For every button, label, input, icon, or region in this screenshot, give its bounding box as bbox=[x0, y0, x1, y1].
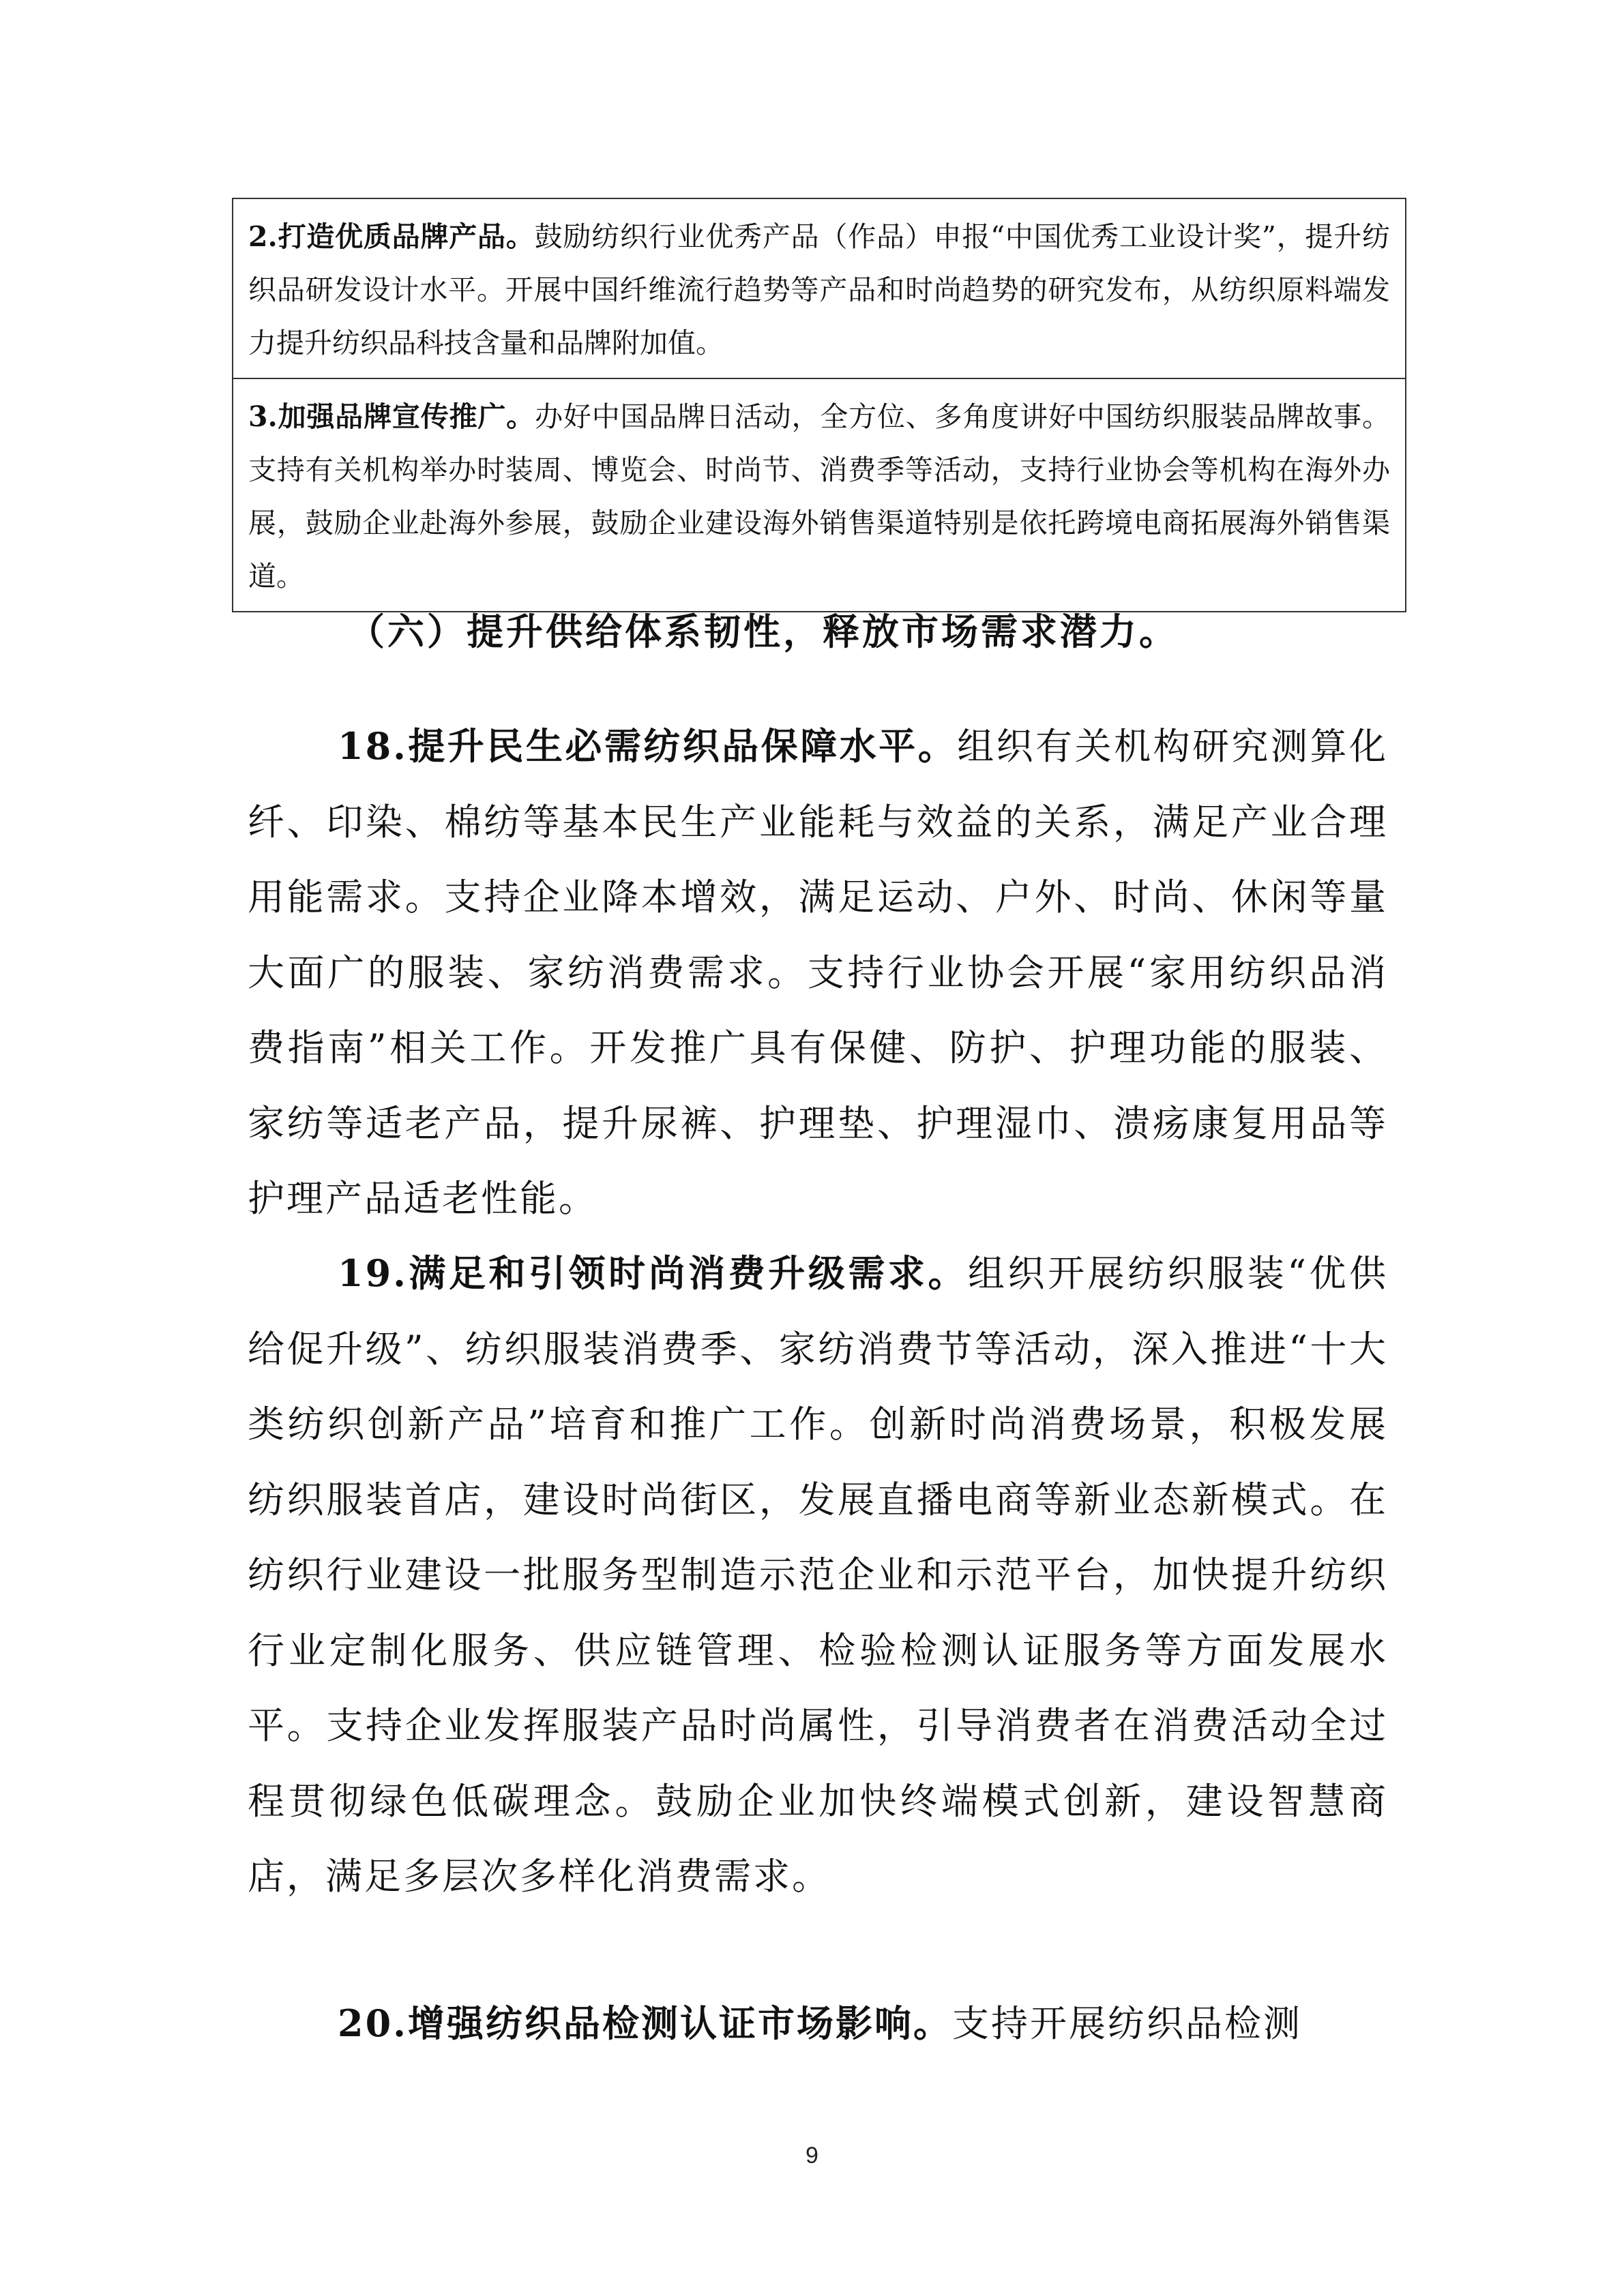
table-row bbox=[233, 379, 1405, 611]
paragraph-text: 组织有关机构研究测算化纤、印染、棉纺等基本民生产业能耗与效益的关系，满足产业合理用能需求。支持企业降本增效，满足运动、户外、时尚、休闲等量大面广的服装、家纺消费需求。支持行业协会开展“家用纺织品消费指南”相关工作。开发推广具有保健、防护、护理功能的服装、家纺等适老产品，提升尿裤、护理垫、护理湿巾、溃疡康复用品等护理产品适老性能。 bbox=[248, 725, 1389, 1220]
paragraph-heading: 19.满足和引领时尚消费升级需求。 bbox=[338, 1251, 969, 1295]
table-row-text: 鼓励纺织行业优秀产品（作品）申报“中国优秀工业设计奖”，提升纺织品研发设计水平。开展中国纤维流行趋势等产品和时尚趋势的研究发布，从纺织原料端发力提升纺织品科技含量和品牌附加值。 bbox=[248, 220, 1390, 359]
page-number: 9 bbox=[806, 2143, 818, 2168]
paragraph-heading: 18.提升民生必需纺织品保障水平。 bbox=[338, 724, 958, 768]
section-heading: （六）提升供给体系韧性，释放市场需求潜力。 bbox=[348, 610, 1179, 653]
paragraph-heading: 20.增强纺织品检测认证市场影响。 bbox=[338, 2001, 952, 2045]
table-row-text: 办好中国品牌日活动，全方位、多角度讲好中国纺织服装品牌故事。支持有关机构举办时装周、博览会、时尚节、消费季等活动，支持行业协会等机构在海外办展，鼓励企业赴海外参展，鼓励企业建设海外销售渠道特别是依托跨境电商拓展海外销售渠道。 bbox=[248, 400, 1390, 593]
paragraph-text: 支持开展纺织品检测 bbox=[951, 2002, 1302, 2045]
boxed-table bbox=[232, 198, 1406, 612]
table-row-heading: 2.打造优质品牌产品。 bbox=[248, 220, 535, 253]
paragraph-20 bbox=[248, 1986, 1388, 2062]
paragraph-text: 组织开展纺织服装“优供给促升级”、纺织服装消费季、家纺消费节等活动，深入推进“十大类纺织创新产品”培育和推广工作。创新时尚消费场景，积极发展纺织服装首店，建设时尚街区，发展直播电商等新业态新模式。在纺织行业建设一批服务型制造示范企业和示范平台，加快提升纺织行业定制化服务、供应链管理、检验检测认证服务等方面发展水平。支持企业发挥服装产品时尚属性，引导消费者在消费活动全过程贯彻绿色低碳理念。鼓励企业加快终端模式创新，建设智慧商店，满足多层次多样化消费需求。 bbox=[248, 1252, 1388, 1898]
table-row-heading: 3.加强品牌宣传推广。 bbox=[248, 400, 535, 433]
paragraph-18 bbox=[248, 709, 1388, 1237]
table-row bbox=[233, 199, 1405, 379]
paragraph-19 bbox=[248, 1236, 1388, 1915]
